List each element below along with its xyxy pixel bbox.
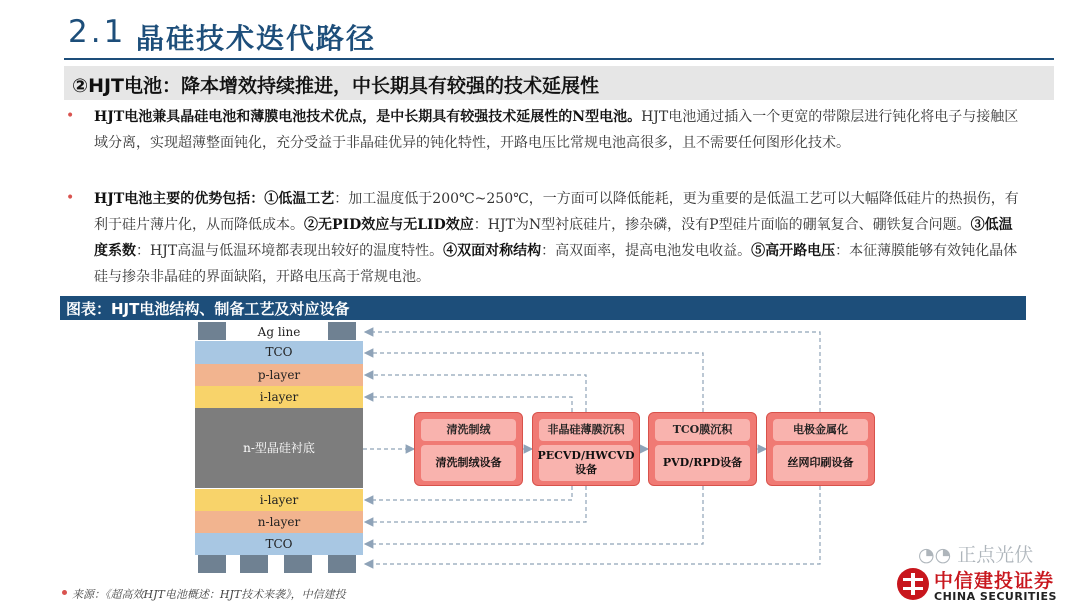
step-amorphous-deposition [532,412,640,486]
brand-name-cn: 中信建投证券 [934,570,1055,592]
layer-n-substrate [195,408,363,488]
bullet-2-text-2: ：HJT为N型衬底硅片，掺杂磷，没有P型硅片面临的硼氧复合、硼铁复合问题。 [473,217,971,233]
bullet-paragraph-1 [94,104,1024,156]
title-divider [64,58,1054,60]
layer-n-layer [195,511,363,533]
source-note: 来源：《超高效HJT电池概述：HJT技术来袭》，中信建投 [72,588,346,601]
bullet-2-bold-5: ⑤高开路电压 [751,243,836,259]
subtitle-text: ②HJT电池：降本增效持续推进，中长期具有较强的技术延展性 [72,75,600,97]
layer-label: n-型晶硅衬底 [243,441,315,455]
layer-label: TCO [265,537,293,551]
step-metallization [766,412,875,486]
step-process-label: 清洗制绒 [421,419,516,441]
subtitle-bar [64,66,1054,100]
ag-finger [198,555,226,573]
wechat-icon: ◔◔ [918,544,958,566]
layer-tco-bottom [195,533,363,555]
bullet-1-lead: HJT电池兼具晶硅电池和薄膜电池技术优点，是中长期具有较强技术延展性的N型电池。 [94,109,642,125]
layer-label: p-layer [257,368,301,382]
arrow-to-i-layer-bottom [365,486,572,500]
watermark-text: 正点光伏 [957,544,1034,566]
bullet-marker-2: • [66,190,75,206]
bullet-marker-1: • [66,108,75,124]
arrow-to-tco-top [365,353,703,412]
bullet-2-bold-2: ②无PID效应与无LID效应 [304,217,474,233]
ag-finger [284,555,312,573]
arrow-to-tco-bottom [365,486,703,544]
layer-i-layer-top [195,386,363,408]
step-tco-deposition [648,412,757,486]
bullet-1-rest: HJT电池通过插入一个更宽的带隙层进行钝化将电子与接触区域分离，实现超薄整面钝化，充分受益于非晶硅优异的钝化特性，开路电压比常规电池高很多，且不需要任何图形化技术。 [94,109,1019,151]
step-process-label: 非晶硅薄膜沉积 [539,419,633,441]
ag-finger [198,322,226,340]
layer-label: i-layer [259,493,299,507]
bullet-2-bold-3: ③低温度系数 [94,217,1013,259]
arrow-to-i-layer-top [365,397,572,412]
ag-finger [328,322,356,340]
arrow-to-ag-bottom [365,486,820,564]
brand-name-en: CHINA SECURITIES [934,590,1057,603]
step-equipment-label: PVD/RPD设备 [655,445,750,481]
arrow-to-p-layer [365,375,586,412]
step-process-label: 电极金属化 [773,419,868,441]
step-process-label: TCO膜沉积 [655,419,750,441]
ag-finger [240,555,268,573]
source-marker [62,590,67,595]
bullet-2-text-1: ：加工温度低于200℃~250℃，一方面可以降低能耗，更为重要的是低温工艺可以大幅降低硅片的热损伤，有利于硅片薄片化，从而降低成本。 [94,191,1019,233]
bullet-2-text-5: ：本征薄膜能够有效钝化晶体硅与掺杂非晶硅的界面缺陷，开路电压高于常规电池。 [94,243,1018,285]
layer-tco-top [195,341,363,364]
section-number: 2.1 [68,14,127,50]
layer-label: Ag line [257,325,301,339]
step-cleaning [414,412,523,486]
step-equipment-label: PECVD/HWCVD 设备 [539,445,633,481]
page-title: 晶硅技术迭代路径 [136,22,377,55]
step-equipment-label: 清洗制绒设备 [421,445,516,481]
layer-label: TCO [265,345,293,359]
watermark [918,540,1033,567]
bullet-2-text-4: ：高双面率，提高电池发电收益。 [541,243,752,259]
bullet-2-bold-1: HJT电池主要的优势包括：①低温工艺 [94,191,335,207]
bullet-2-bold-4: ④双面对称结构 [443,243,542,259]
ag-finger [328,555,356,573]
layer-label: n-layer [257,515,301,529]
arrow-to-ag-top [365,332,820,412]
layer-i-layer-bottom [195,489,363,511]
layer-label: i-layer [259,390,299,404]
step-equipment-label: 丝网印刷设备 [773,445,868,481]
layer-p-layer [195,364,363,386]
figure-caption-bar [60,296,1026,320]
figure-caption: 图表：HJT电池结构、制备工艺及对应设备 [66,300,350,318]
bullet-paragraph-2 [94,186,1024,290]
citic-logo-icon [896,567,930,601]
arrow-to-n-layer [365,486,586,522]
bullet-2-text-3: ：HJT高温与低温环境都表现出较好的温度特性。 [136,243,444,259]
